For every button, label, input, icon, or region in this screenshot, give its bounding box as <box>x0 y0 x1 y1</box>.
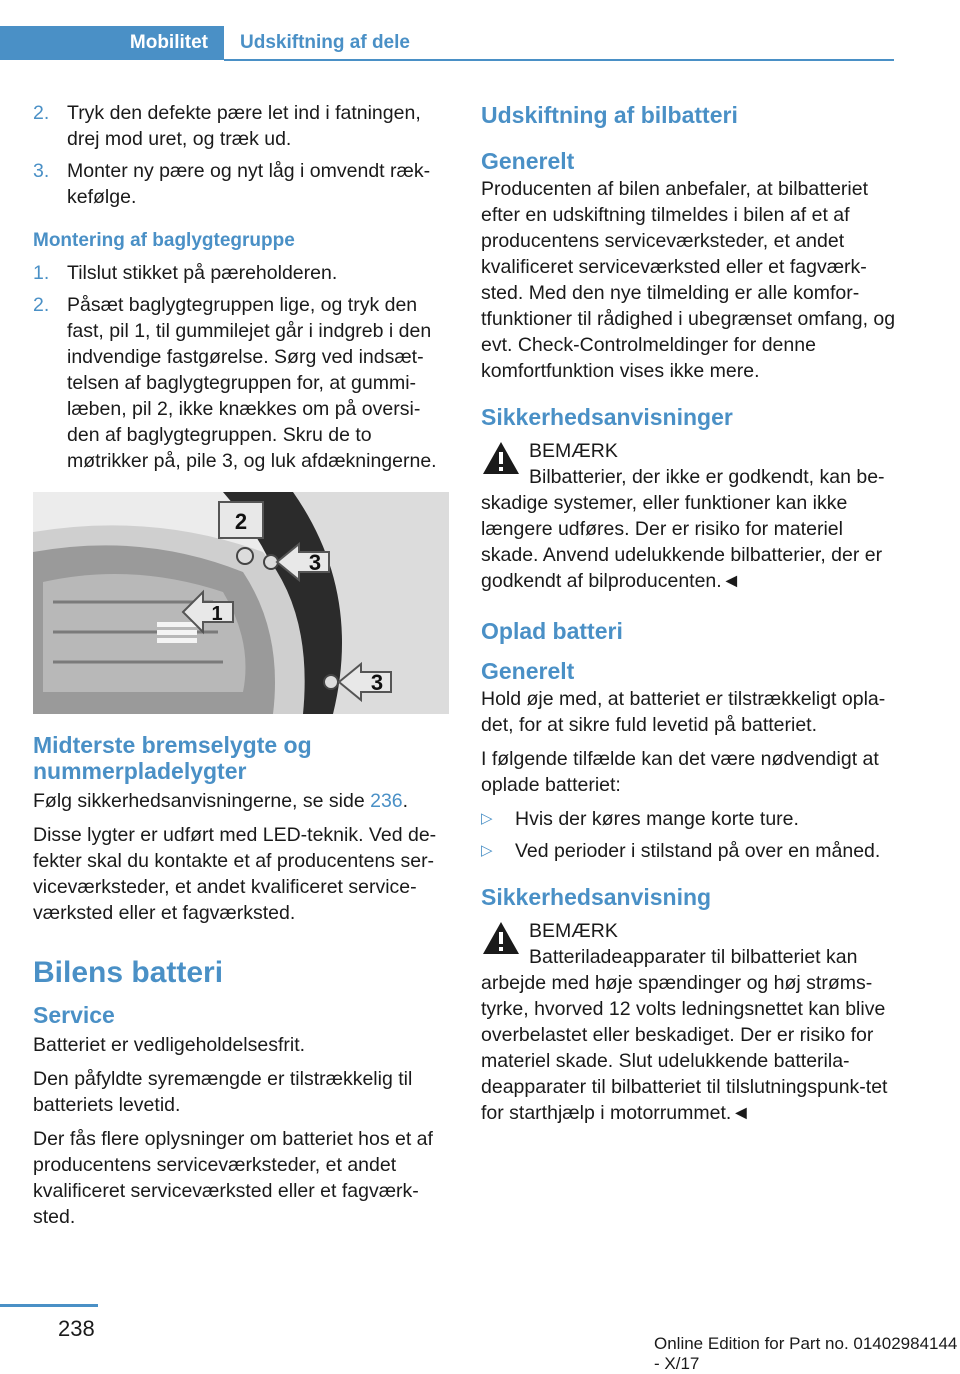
left-column <box>33 100 449 1238</box>
page-header <box>0 0 960 62</box>
warning-icon <box>481 440 521 476</box>
bullet-triangle-icon: ▷ <box>481 810 493 827</box>
paragraph: Der fås flere oplysninger om batteriet hos et af producentens serviceværksteder, et andet kvalificeret serviceværksted eller et fagværk-sted. <box>33 1128 433 1228</box>
tail-light-figure <box>33 492 449 714</box>
figure-label: 2 <box>234 509 248 534</box>
step-text: Monter ny pære og nyt låg i omvendt ræk-kefølge. <box>67 160 431 208</box>
heading-battery: Bilens batteri <box>33 956 224 989</box>
step-number: 2. <box>33 102 50 124</box>
paragraph: Producenten af bilen anbefaler, at bilbatteriet efter en udskiftning tilmeldes i bilen af et af producentens serviceværksteder, et andet kvalificeret serviceværksted eller et fagværk-sted. Med den nye tilmelding er alle komfor-tfunktioner til rådighed i ubegrænset omfang, og evt. Check-Controlmeldinger for denne komfortfunktion vises ikke mere. <box>481 178 896 382</box>
tail-light-illustration <box>33 492 449 714</box>
chapter-tab[interactable]: Mobilitet <box>0 26 224 60</box>
page-link[interactable]: 236 <box>370 790 403 812</box>
heading-safety: Sikkerhedsanvisninger <box>481 404 733 430</box>
warning-box <box>481 438 899 488</box>
warning-icon <box>481 920 521 956</box>
heading-safety: Sikkerhedsanvisning <box>481 884 712 910</box>
step-number: 1. <box>33 262 50 284</box>
list-item <box>481 806 899 832</box>
step-number: 3. <box>33 160 50 182</box>
heading-center-brake-light: Midterste bremselygte og nummerpladelygter <box>33 732 312 784</box>
heading-replace-battery: Udskiftning af bilbatteri <box>481 102 738 128</box>
header-rule <box>224 59 894 61</box>
paragraph: Disse lygter er udført med LED-teknik. Ved de-fekter skal du kontakte et af producentens ser-viceværksteder, et andet kvalificeret service-værksted eller et fagværksted. <box>33 824 437 924</box>
heading-charge: Oplad batteri <box>481 618 623 644</box>
list-item <box>481 838 899 864</box>
heading-general: Generelt <box>481 148 575 174</box>
warning-title: BEMÆRK <box>529 440 618 462</box>
figure-label: 1 <box>211 603 223 625</box>
heading-service: Service <box>33 1002 115 1028</box>
bullet-text: Hvis der køres mange korte ture. <box>515 808 799 830</box>
step-text: Påsæt baglygtegruppen lige, og tryk den fast, pil 1, til gummilejet går i indgreb i den indvendige fastgørelse. Sørg ved indsæt-telsen af baglygtegruppen for, at gummi-læben, pil 2, ikke knækkes om på oversi-den af baglygtegruppen. Skru de to møtrikker på, pile 3, og luk afdækningerne. <box>67 294 437 472</box>
text: . <box>402 790 409 812</box>
paragraph <box>33 788 449 814</box>
figure-label: 3 <box>370 670 384 695</box>
paragraph: I følgende tilfælde kan det være nødvendigt at oplade batteriet: <box>481 748 879 796</box>
warning-text: Bilbatterier, der ikke er godkendt, kan be-skadige systemer, eller funktioner kan ikke længere udføres. Der er risiko for materiel skade. Anvend udelukkende bilbatterier, der er godkendt af bilproducenten.◄ <box>481 466 885 592</box>
list-item <box>33 260 449 286</box>
footer-rule <box>0 1304 98 1307</box>
bullet-text: Ved perioder i stilstand på over en måned. <box>515 840 881 862</box>
right-column <box>481 100 899 1134</box>
section-tab[interactable]: Udskiftning af dele <box>240 32 410 53</box>
paragraph: Batteriet er vedligeholdelsesfrit. <box>33 1034 306 1056</box>
edition-note: Online Edition for Part no. 01402984144 - X/17 <box>654 1334 958 1373</box>
list-item <box>33 158 449 210</box>
text: Følg sikkerhedsanvisningerne, se side <box>33 790 371 812</box>
paragraph: Hold øje med, at batteriet er tilstrækkeligt opla-det, for at sikre fuld levetid på batteriet. <box>481 688 886 736</box>
subheading-mounting: Montering af baglygtegruppe <box>33 230 295 251</box>
figure-label: 3 <box>308 550 322 575</box>
step-text: Tilslut stikket på pæreholderen. <box>67 262 338 284</box>
warning-title: BEMÆRK <box>529 920 618 942</box>
page-number: 238 <box>58 1316 95 1341</box>
warning-text: Batteriladeapparater til bilbatteriet kan arbejde med høje spændinger og høj strøms-tyrke, hvorved 12 volts ledningsnettet kan blive overbelastet eller beskadiget. Der er risiko for materiel skade. Slut udelukkende batterila-deapparater til bilbatteriet til tilslutningspunk-tet for starthjælp i motorrummet.◄ <box>481 946 888 1124</box>
paragraph: Den påfyldte syremængde er tilstrækkelig til batteriets levetid. <box>33 1068 413 1116</box>
heading-general: Generelt <box>481 658 575 684</box>
warning-box <box>481 918 899 968</box>
list-item <box>33 100 449 152</box>
bullet-triangle-icon: ▷ <box>481 842 493 859</box>
list-item <box>33 292 449 474</box>
step-number: 2. <box>33 294 50 316</box>
step-text: Tryk den defekte pære let ind i fatningen, drej mod uret, og træk ud. <box>67 102 421 150</box>
